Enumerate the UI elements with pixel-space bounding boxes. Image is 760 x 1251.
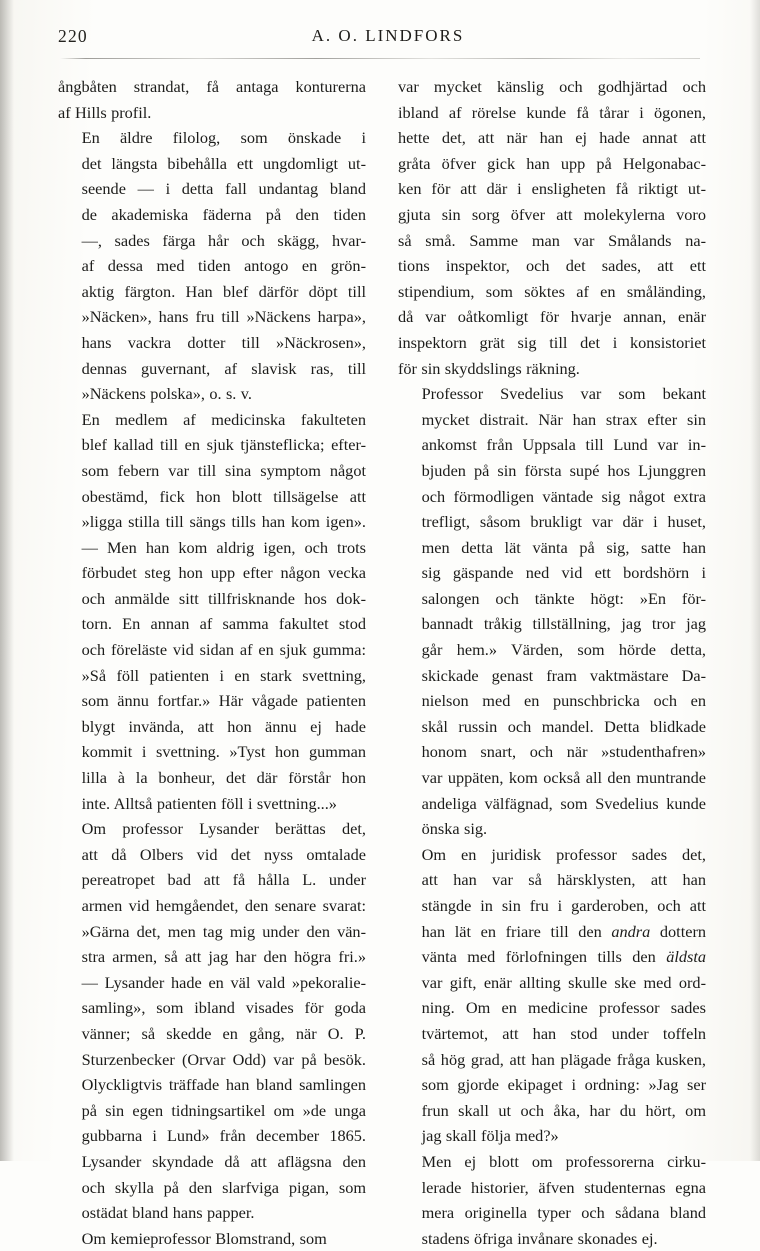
paragraph bbox=[58, 407, 366, 817]
text-line: En äldre filolog, som önskade i bbox=[81, 128, 366, 148]
text-line: En medlem af medicinska fakulteten bbox=[81, 409, 366, 429]
text-line: och skylla på den slarfviga pigan, som bbox=[81, 1177, 366, 1197]
text-line: ångbåten strandat, få antaga konturerna bbox=[58, 77, 366, 96]
text-line: att då Olbers vid det nyss omtalade bbox=[81, 844, 366, 864]
text-line: af dessa med tiden antogo en grön- bbox=[81, 256, 366, 276]
text-line: det längsta bibehålla ett ungdomligt ut- bbox=[81, 153, 366, 173]
text-line: så små. Samme man var Smålands na- bbox=[398, 230, 706, 250]
text-line: honom snart, och när »studenthafren» bbox=[421, 742, 706, 762]
text-line: skål russin och mandel. Detta blidkade bbox=[421, 716, 706, 736]
text-line: af Hills profil. bbox=[58, 102, 152, 122]
text-body bbox=[58, 74, 706, 1251]
text-line: pereatropet bad att få hålla L. under bbox=[81, 870, 366, 890]
paragraph bbox=[398, 74, 706, 381]
text-line: tions inspektor, och det sades, att ett bbox=[398, 256, 706, 276]
text-line: de akademiska fäderna på den tiden bbox=[81, 204, 366, 224]
text-line: stängde in sin fru i garderoben, och att bbox=[421, 896, 706, 915]
text-line: var uppäten, kom också all den muntrande bbox=[421, 768, 706, 788]
text-line: sig gäspande ned vid ett bordshörn i bbox=[421, 563, 706, 583]
text-line: Om en juridisk professor sades det, bbox=[421, 844, 706, 864]
paragraph bbox=[58, 1226, 366, 1251]
text-line: på sin egen tidningsartikel om »de unga bbox=[81, 1100, 366, 1120]
text-line: frun skall ut och åka, har du hört, om bbox=[421, 1100, 706, 1120]
text-line: inspektorn grät sig till det i konsistoriet bbox=[398, 332, 706, 352]
text-line: dennas guvernant, af slavisk ras, till bbox=[81, 358, 366, 378]
page-number: 220 bbox=[58, 26, 88, 46]
paragraph bbox=[58, 74, 366, 125]
text-line: går hem.» Värden, som hörde detta, bbox=[421, 640, 706, 660]
header-rule bbox=[60, 58, 700, 59]
text-line: hette det, att när han ej hade annat att bbox=[398, 128, 706, 148]
text-line: lilla à la bonheur, det där förstår hon bbox=[81, 768, 366, 788]
text-line: skickade genast fram vaktmästare Da- bbox=[421, 665, 706, 685]
text-line: Men ej blott om professorerna cirku- bbox=[421, 1151, 706, 1171]
text-line: samling», som ibland visades för goda bbox=[81, 998, 366, 1018]
text-line: ostädat bland hans papper. bbox=[81, 1203, 255, 1223]
text-line: så hög grad, att han plägade fråga kusken, bbox=[421, 1049, 706, 1069]
text-line: »Näckens polska», o. s. v. bbox=[81, 384, 252, 404]
text-line: trefligt, såsom brukligt var där i huset, bbox=[421, 512, 706, 532]
text-line: för sin skyddslings räkning. bbox=[398, 358, 580, 378]
text-line: förbudet steg hon upp efter någon vecka bbox=[81, 563, 366, 583]
text-line: armen vid hemgåendet, den senare svarat: bbox=[81, 896, 366, 915]
text-line: Sturzenbecker (Orvar Odd) var på besök. bbox=[81, 1049, 366, 1069]
text-line: tvärtemot, att han stod under toffeln bbox=[421, 1023, 706, 1043]
text-line: som febern var till sina symptom något bbox=[81, 460, 366, 480]
text-line: »ligga stilla till sängs tills han kom igen». bbox=[81, 512, 366, 532]
text-line: var mycket känslig och godhjärtad och bbox=[398, 77, 706, 96]
text-line: blef kallad till en sjuk tjänsteflicka; efter- bbox=[81, 435, 366, 455]
text-line: obestämd, fick hon blott tillsägelse att bbox=[81, 486, 366, 506]
text-line: gjuta sin sorg öfver att molekylerna voro bbox=[398, 204, 706, 224]
text-line: mera originella typer och sådana bland bbox=[421, 1203, 706, 1223]
text-line: och föreläste vid sidan af en sjuk gumma: bbox=[81, 640, 366, 660]
text-line: men detta lät vänta på sig, satte han bbox=[421, 537, 706, 557]
text-line: — Lysander hade en väl vald »pekoralie- bbox=[81, 972, 366, 992]
text-line: Om kemieprofessor Blomstrand, som bbox=[81, 1228, 327, 1248]
text-line: han lät en friare till den andra dottern bbox=[421, 921, 707, 941]
text-line: bannadt tråkig tillställning, jag tror jag bbox=[421, 614, 706, 634]
paragraph bbox=[398, 1149, 706, 1251]
paragraph bbox=[58, 816, 366, 1226]
text-line: ibland af rörelse kunde få tårar i ögonen, bbox=[398, 102, 706, 122]
text-line: vänta med förlofningen tills den äldsta bbox=[421, 947, 706, 967]
text-line: då var oåtkomligt för hvarje annan, enär bbox=[398, 307, 706, 327]
text-line: —, sades färga hår och skägg, hvar- bbox=[81, 230, 366, 250]
text-line: mycket distrait. När han strax efter sin bbox=[421, 409, 706, 429]
text-line: Lysander skyndade då att aflägsna den bbox=[81, 1151, 366, 1171]
text-line: inte. Alltså patienten föll i svettning...» bbox=[81, 793, 337, 813]
text-line: Olyckligtvis träffade han bland samlingen bbox=[81, 1075, 366, 1095]
text-line: som ännu fortfar.» Här vågade patienten bbox=[81, 691, 366, 711]
text-line: och förmodligen väntade sig något extra bbox=[421, 486, 706, 506]
text-line: och anmälde sitt tillfrisknande hos dok- bbox=[81, 588, 366, 608]
running-head: A. O. LINDFORS bbox=[311, 26, 465, 45]
paragraph bbox=[58, 125, 366, 407]
text-line: ning. Om en medicine professor sades bbox=[421, 998, 706, 1018]
text-line: »Näcken», hans fru till »Näckens harpa», bbox=[81, 307, 366, 327]
text-line: var gift, enär allting skulle ske med ord- bbox=[421, 972, 706, 992]
text-line: lerade historier, äfven studenternas egna bbox=[421, 1177, 706, 1197]
scan-edge-shadow-right bbox=[750, 0, 760, 1161]
text-line: Om professor Lysander berättas det, bbox=[81, 819, 366, 839]
text-line: aktig färgton. Han blef därför döpt till bbox=[81, 281, 366, 301]
text-line: stra armen, så att jag har den högra fri.» bbox=[81, 947, 366, 967]
text-line: att han var så härsklysten, att han bbox=[421, 870, 706, 890]
text-line: gubbarna i Lund» från december 1865. bbox=[81, 1126, 366, 1146]
scan-edge-shadow-left bbox=[0, 0, 14, 1161]
text-line: gråta öfver gick han upp på Helgonabac- bbox=[398, 153, 706, 173]
text-line: »Gärna det, men tag mig under den vän- bbox=[81, 921, 366, 941]
text-line: jag skall följa med?» bbox=[421, 1126, 559, 1146]
text-line: som gjorde ekipaget i ordning: »Jag ser bbox=[421, 1075, 706, 1095]
text-line: andeliga välfägnad, som Svedelius kunde bbox=[421, 793, 706, 813]
text-line: bjuden på sin första supé hos Ljunggren bbox=[421, 460, 706, 480]
column-left bbox=[58, 74, 366, 1251]
text-line: stadens öfriga invånare skonades ej. bbox=[421, 1228, 658, 1248]
paragraph bbox=[398, 381, 706, 842]
text-line: nielson med en punschbricka och en bbox=[421, 691, 706, 711]
text-line: kommit i svettning. »Tyst hon gumman bbox=[81, 742, 366, 762]
text-line: blygt invända, att hon ännu ej hade bbox=[81, 716, 366, 736]
text-line: — Men han kom aldrig igen, och trots bbox=[81, 537, 366, 557]
text-line: önska sig. bbox=[421, 819, 488, 839]
text-line: hans vackra dotter till »Näckrosen», bbox=[81, 332, 366, 352]
text-line: ken för att där i ensligheten få riktigt ut- bbox=[398, 179, 706, 199]
text-line: torn. En annan af samma fakultet stod bbox=[81, 614, 366, 634]
text-line: vänner; så skedde en gång, när O. P. bbox=[81, 1023, 366, 1043]
text-line: seende — i detta fall undantag bland bbox=[81, 179, 366, 199]
page-header bbox=[58, 26, 704, 54]
text-line: »Så föll patienten i en stark svettning, bbox=[81, 665, 366, 685]
text-line: ankomst från Uppsala till Lund var in- bbox=[421, 435, 706, 455]
text-line: salongen och tänkte högt: »En för- bbox=[421, 588, 706, 608]
text-line: stipendium, som söktes af en småländing, bbox=[398, 281, 706, 301]
column-right bbox=[398, 74, 706, 1251]
paragraph bbox=[398, 842, 706, 1149]
text-line: Professor Svedelius var som bekant bbox=[421, 384, 706, 404]
